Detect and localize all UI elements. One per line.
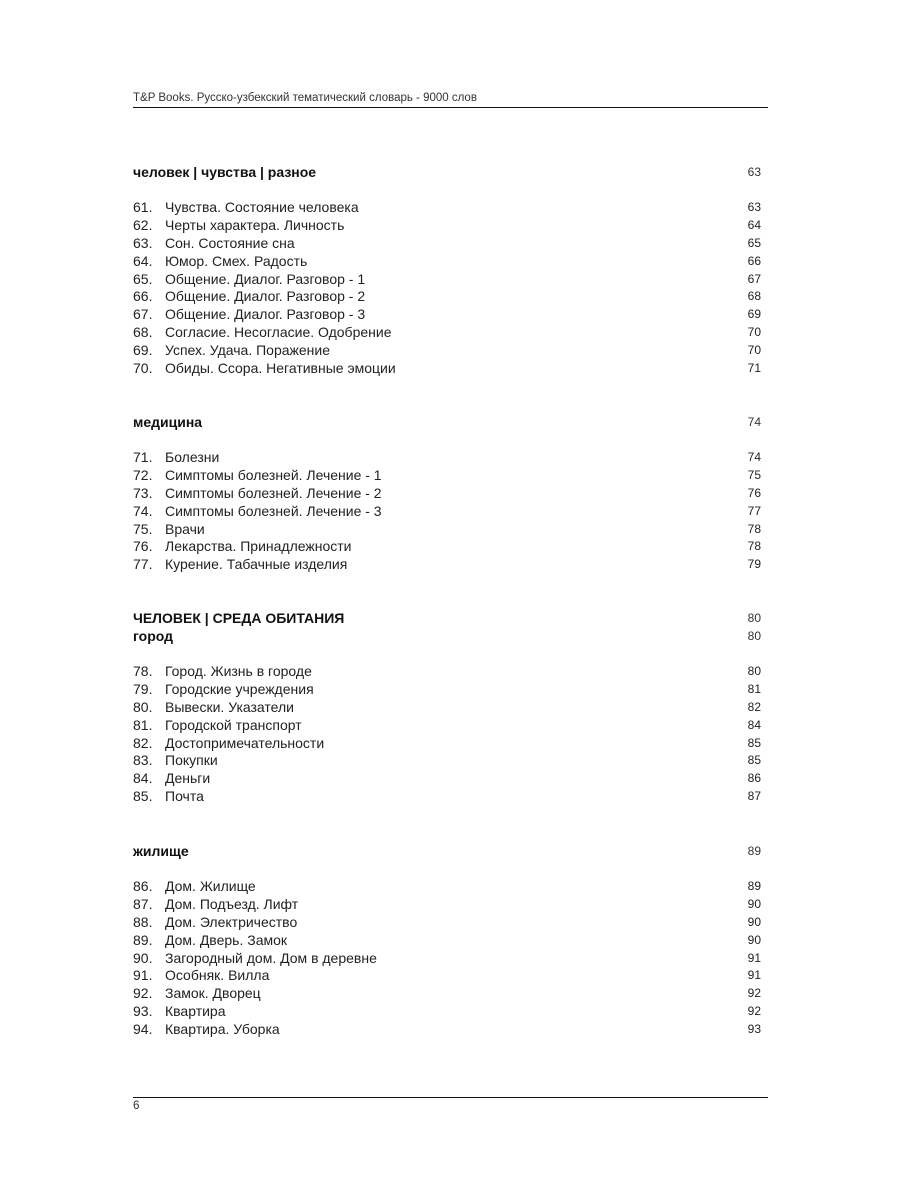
toc-entry[interactable] xyxy=(133,521,761,539)
entry-page: 66 xyxy=(747,253,761,268)
toc-entry[interactable] xyxy=(133,342,761,360)
toc-section-heading[interactable] xyxy=(133,163,761,181)
entry-page: 67 xyxy=(747,271,761,286)
entry-title: Квартира. Уборка xyxy=(165,1021,280,1038)
toc-entry[interactable] xyxy=(133,253,761,271)
entry-page: 86 xyxy=(747,771,761,786)
entry-page: 91 xyxy=(747,968,761,983)
toc-entry[interactable] xyxy=(133,324,761,342)
section-heading-page: 74 xyxy=(747,415,761,429)
section-heading-page: 80 xyxy=(747,611,761,625)
toc-entry[interactable] xyxy=(133,306,761,324)
entry-number: 81. xyxy=(133,716,153,733)
toc-entry[interactable] xyxy=(133,950,761,968)
entry-number: 64. xyxy=(133,252,153,269)
entry-title: Сон. Состояние сна xyxy=(165,234,295,251)
entry-title: Согласие. Несогласие. Одобрение xyxy=(165,324,392,341)
toc-entry[interactable] xyxy=(133,681,761,699)
entry-page: 77 xyxy=(747,503,761,518)
toc-entry[interactable] xyxy=(133,556,761,574)
toc-section xyxy=(133,842,761,1039)
entry-page: 85 xyxy=(747,735,761,750)
entry-title: Квартира xyxy=(165,1003,226,1020)
entry-page: 74 xyxy=(747,450,761,464)
toc-entry[interactable] xyxy=(133,878,761,896)
section-heading-page: 63 xyxy=(747,165,761,179)
section-heading-page: 89 xyxy=(747,844,761,858)
entry-title: Достопримечательности xyxy=(165,734,325,751)
entry-number: 75. xyxy=(133,520,153,537)
footer-rule xyxy=(133,1097,768,1098)
toc-entry[interactable] xyxy=(133,752,761,770)
entry-page: 92 xyxy=(747,1004,761,1019)
entry-number: 67. xyxy=(133,306,153,323)
entry-page: 64 xyxy=(747,217,761,232)
toc-entry[interactable] xyxy=(133,932,761,950)
entry-title: Болезни xyxy=(165,449,220,465)
entry-title: Общение. Диалог. Разговор - 2 xyxy=(165,288,366,305)
entry-number: 85. xyxy=(133,788,153,805)
entry-page: 70 xyxy=(747,325,761,340)
entry-number: 80. xyxy=(133,698,153,715)
toc-entry[interactable] xyxy=(133,770,761,788)
entry-number: 66. xyxy=(133,288,153,305)
toc-section xyxy=(133,413,761,574)
entry-page: 92 xyxy=(747,986,761,1001)
toc-section-heading[interactable] xyxy=(133,609,761,627)
entry-page: 84 xyxy=(747,717,761,732)
entry-title: Дом. Подъезд. Лифт xyxy=(165,895,299,912)
entry-page: 87 xyxy=(747,789,761,804)
entry-title: Город. Жизнь в городе xyxy=(165,663,312,679)
section-heading-label: медицина xyxy=(133,414,203,430)
toc-entry[interactable] xyxy=(133,217,761,235)
entry-title: Общение. Диалог. Разговор - 1 xyxy=(165,270,366,287)
running-header: T&P Books. Русско-узбекский тематический словарь - 9000 слов xyxy=(133,92,768,108)
entry-number: 89. xyxy=(133,931,153,948)
entry-number: 77. xyxy=(133,556,153,573)
entry-title: Дом. Дверь. Замок xyxy=(165,931,288,948)
entry-title: Общение. Диалог. Разговор - 3 xyxy=(165,306,366,323)
entry-number: 63. xyxy=(133,234,153,251)
entry-number: 82. xyxy=(133,734,153,751)
entry-number: 78. xyxy=(133,663,153,679)
entry-number: 74. xyxy=(133,502,153,519)
toc-entry[interactable] xyxy=(133,1021,761,1039)
toc-section xyxy=(133,609,761,806)
toc-entry[interactable] xyxy=(133,914,761,932)
entry-number: 65. xyxy=(133,270,153,287)
entry-number: 76. xyxy=(133,538,153,555)
entry-page: 79 xyxy=(747,557,761,572)
entry-number: 94. xyxy=(133,1021,153,1038)
entry-page: 76 xyxy=(747,485,761,500)
entry-number: 93. xyxy=(133,1003,153,1020)
entry-page: 71 xyxy=(747,361,761,376)
entry-title: Почта xyxy=(165,788,204,805)
entry-title: Городской транспорт xyxy=(165,716,302,733)
entry-title: Обиды. Ссора. Негативные эмоции xyxy=(165,360,396,377)
entry-title: Черты характера. Личность xyxy=(165,216,345,233)
entry-number: 69. xyxy=(133,342,153,359)
entry-title: Особняк. Вилла xyxy=(165,967,270,984)
entry-number: 62. xyxy=(133,216,153,233)
toc-section-heading[interactable] xyxy=(133,627,761,645)
toc-entry[interactable] xyxy=(133,1003,761,1021)
toc-entry[interactable] xyxy=(133,896,761,914)
entry-page: 82 xyxy=(747,699,761,714)
entry-title: Курение. Табачные изделия xyxy=(165,556,348,573)
entry-number: 83. xyxy=(133,752,153,769)
entry-page: 69 xyxy=(747,307,761,322)
section-heading-label: ЧЕЛОВЕК | СРЕДА ОБИТАНИЯ xyxy=(133,610,345,626)
entry-number: 70. xyxy=(133,360,153,377)
toc-entry[interactable] xyxy=(133,663,761,681)
entry-title: Замок. Дворец xyxy=(165,985,261,1002)
toc-entry[interactable] xyxy=(133,199,761,217)
toc-entry[interactable] xyxy=(133,485,761,503)
entry-page: 93 xyxy=(747,1022,761,1037)
entry-title: Деньги xyxy=(165,770,211,787)
toc-entry[interactable] xyxy=(133,235,761,253)
section-heading-label: город xyxy=(133,628,174,644)
entry-page: 90 xyxy=(747,914,761,929)
entry-page: 90 xyxy=(747,896,761,911)
entry-number: 71. xyxy=(133,449,153,465)
entry-title: Загородный дом. Дом в деревне xyxy=(165,949,377,966)
toc-entry[interactable] xyxy=(133,735,761,753)
entry-page: 90 xyxy=(747,932,761,947)
entry-title: Городские учреждения xyxy=(165,680,314,697)
toc-entry[interactable] xyxy=(133,717,761,735)
entry-title: Симптомы болезней. Лечение - 2 xyxy=(165,484,382,501)
toc-entry[interactable] xyxy=(133,967,761,985)
entry-page: 65 xyxy=(747,235,761,250)
entry-page: 63 xyxy=(747,200,761,214)
entry-page: 78 xyxy=(747,539,761,554)
toc-entry[interactable] xyxy=(133,538,761,556)
entry-title: Успех. Удача. Поражение xyxy=(165,342,331,359)
entry-number: 72. xyxy=(133,466,153,483)
entry-number: 73. xyxy=(133,484,153,501)
entry-number: 79. xyxy=(133,680,153,697)
toc-entry[interactable] xyxy=(133,288,761,306)
toc-section-heading[interactable] xyxy=(133,413,761,431)
entry-page: 78 xyxy=(747,521,761,536)
toc-entry[interactable] xyxy=(133,271,761,289)
entry-page: 75 xyxy=(747,467,761,482)
entry-number: 91. xyxy=(133,967,153,984)
entry-title: Врачи xyxy=(165,520,205,537)
entry-number: 61. xyxy=(133,199,153,215)
toc-entry[interactable] xyxy=(133,449,761,467)
entry-title: Лекарства. Принадлежности xyxy=(165,538,352,555)
entry-number: 84. xyxy=(133,770,153,787)
entry-number: 92. xyxy=(133,985,153,1002)
toc-entry[interactable] xyxy=(133,788,761,806)
toc-entry[interactable] xyxy=(133,360,761,378)
toc-section xyxy=(133,163,761,378)
entry-title: Чувства. Состояние человека xyxy=(165,199,359,215)
entry-title: Юмор. Смех. Радость xyxy=(165,252,308,269)
entry-title: Дом. Жилище xyxy=(165,878,256,894)
entry-title: Симптомы болезней. Лечение - 3 xyxy=(165,502,382,519)
entry-title: Вывески. Указатели xyxy=(165,698,294,715)
entry-number: 68. xyxy=(133,324,153,341)
entry-page: 81 xyxy=(747,681,761,696)
entry-page: 68 xyxy=(747,289,761,304)
entry-page: 70 xyxy=(747,343,761,358)
entry-number: 90. xyxy=(133,949,153,966)
entry-page: 91 xyxy=(747,950,761,965)
entry-number: 86. xyxy=(133,878,153,894)
entry-title: Покупки xyxy=(165,752,218,769)
toc-entry[interactable] xyxy=(133,467,761,485)
entry-title: Симптомы болезней. Лечение - 1 xyxy=(165,466,382,483)
entry-page: 89 xyxy=(747,879,761,893)
toc-entry[interactable] xyxy=(133,985,761,1003)
toc-entry[interactable] xyxy=(133,503,761,521)
page-number: 6 xyxy=(133,1100,140,1112)
entry-page: 80 xyxy=(747,664,761,678)
entry-page: 85 xyxy=(747,753,761,768)
entry-number: 88. xyxy=(133,913,153,930)
section-heading-label: жилище xyxy=(133,843,189,859)
toc-entry[interactable] xyxy=(133,699,761,717)
section-heading-page: 80 xyxy=(747,629,761,643)
section-heading-label: человек | чувства | разное xyxy=(133,164,317,180)
toc-section-heading[interactable] xyxy=(133,842,761,860)
entry-number: 87. xyxy=(133,895,153,912)
entry-title: Дом. Электричество xyxy=(165,913,298,930)
